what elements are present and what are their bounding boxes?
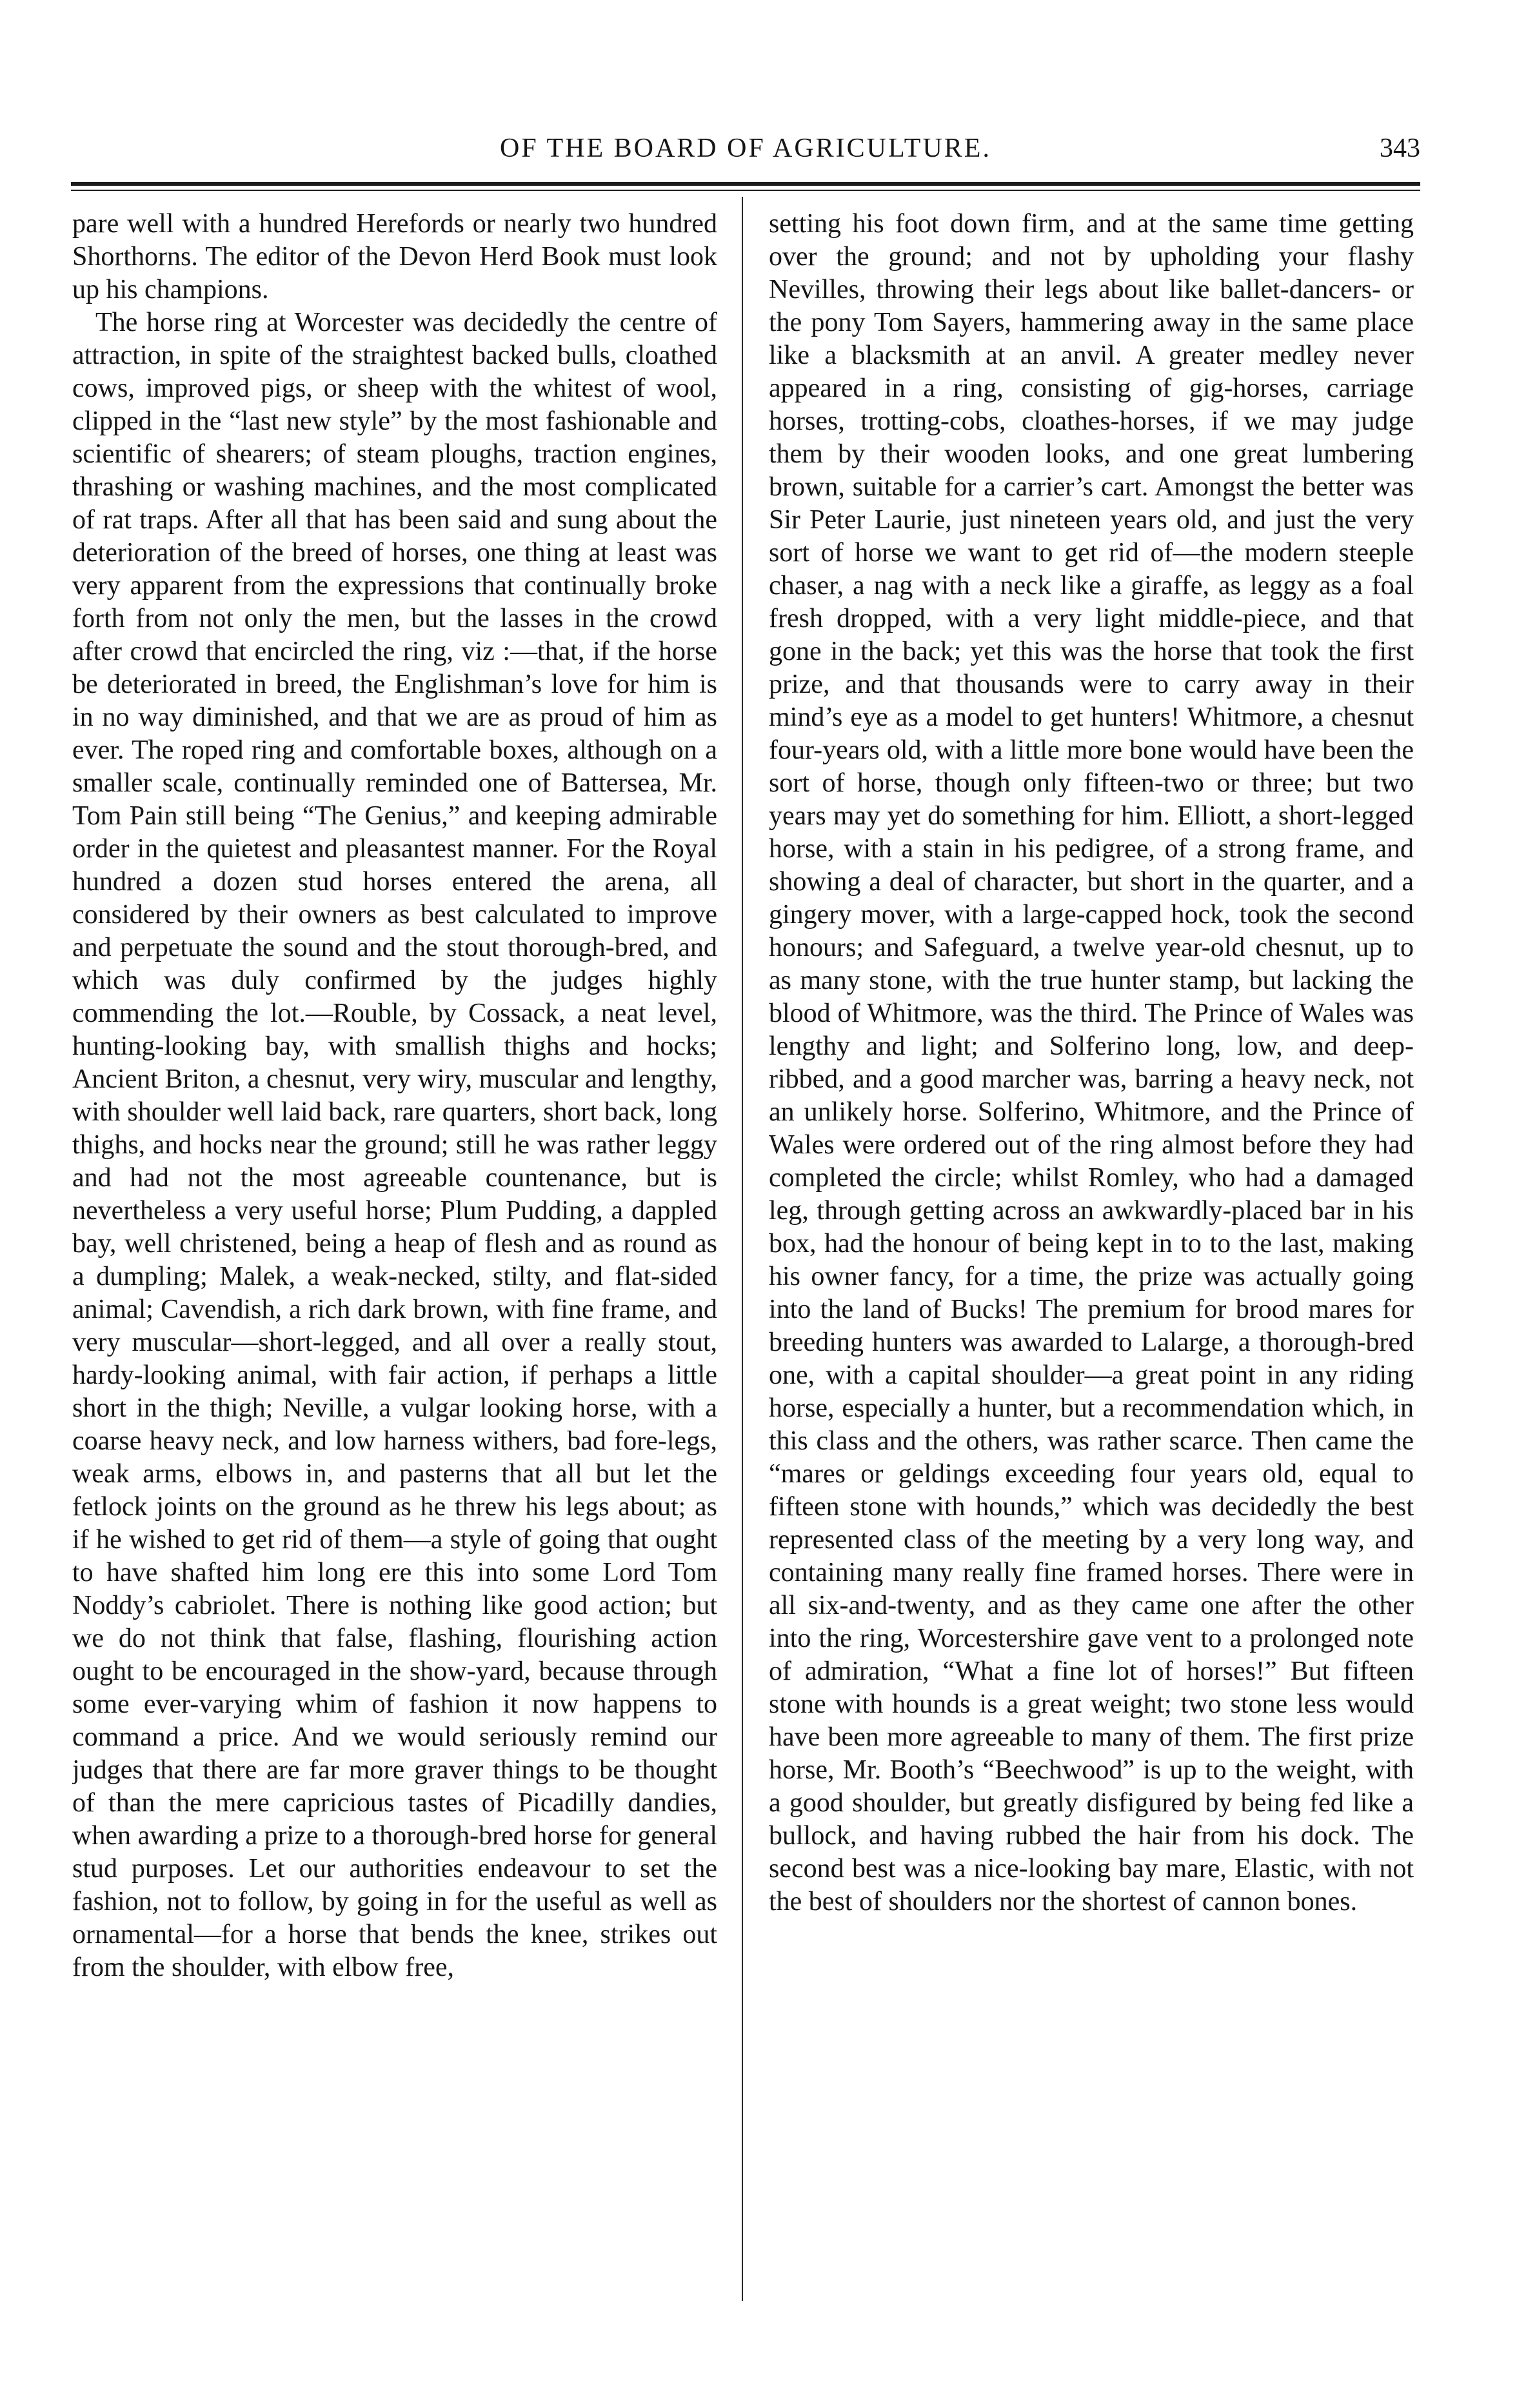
header-rule-thin [71, 190, 1420, 191]
running-header [71, 129, 1420, 174]
right-column [769, 208, 1414, 2298]
paragraph-continuation: pare well with a hundred Herefords or nearly two hundred Shorthorns. The editor of the Devon Herd Book must look up his champions. [72, 209, 717, 304]
paragraph-continuation-right: setting his foot down firm, and at the same time getting over the ground; and not by upholding your flashy Nevilles, throwing their legs about like ballet-dancers- or the pony Tom Sayers, hammering away in the same place like a blacksmith at an anvil. A greater medley never appeared in a ring, consisting of gig-horses, carriage horses, trotting-cobs, cloathes-horses, if we may judge them by their wooden looks, and one great lumbering brown, suitable for a carrier’s cart. Amongst the better was Sir Peter Laurie, just nineteen years old, and just the very sort of horse we want to get rid of—the modern steeple chaser, a nag with a neck like a giraffe, as leggy as a foal fresh dropped, with a very light middle-piece, and that gone in the back; yet this was the horse that took the first prize, and that thousands were to carry away in their mind’s eye as a model to get hunters! Whitmore, a chesnut four-years old, with a little more bone would have been the sort of horse, though only fifteen-two or three; but two years may yet do something for him. Elliott, a short-legged horse, with a stain in his pedigree, of a strong frame, and showing a deal of character, but short in the quarter, and a gingery mover, with a large-capped hock, took the second honours; and Safeguard, a twelve year-old chesnut, up to as many stone, with the true hunter stamp, but lacking the blood of Whitmore, was the third. The Prince of Wales was lengthy and light; and Solferino long, low, and deep-ribbed, and a good marcher was, barring a heavy neck, not an unlikely horse. Solferino, Whitmore, and the Prince of Wales were ordered out of the ring almost before they had completed the circle; whilst Romley, who had a damaged leg, through getting across an awkwardly-placed bar in his box, had the honour of being kept in to to the last, making his owner fancy, for a time, the prize was actually going into the land of Bucks! The premium for brood mares for breeding hunters was awarded to Lalarge, a thorough-bred one, with a capital shoulder—a great point in any riding horse, especially a hunter, but a recommendation which, in this class and the others, was rather scarce. Then came the “mares or geldings exceeding four years old, equal to fifteen stone with hounds,” which was decidedly the best represented class of the meeting by a very long way, and containing many really fine framed horses. There were in all six-and-twenty, and as they came one after the other into the ring, Worcestershire gave vent to a prolonged note of admiration, “What a fine lot of horses!” But fifteen stone with hounds is a great weight; two stone less would have been more agreeable to many of them. The first prize horse, Mr. Booth’s “Beechwood” is up to the weight, with a good shoulder, but greatly disfigured by being fed like a bullock, and having rubbed the hair from his dock. The second best was a nice-looking bay mare, Elastic, with not the best of shoulders nor the shortest of cannon bones. [769, 209, 1414, 1916]
column-divider [742, 197, 743, 2301]
header-rule-thick [71, 182, 1420, 186]
paragraph-horse-ring: The horse ring at Worcester was decidedly the centre of attraction, in spite of the straightest backed bulls, cloathed cows, improved pigs, or sheep with the whitest of wool, clipped in the “last new style” by the most fashionable and scientific of shearers; of steam ploughs, traction engines, thrashing or washing machines, and the most complicated of rat traps. After all that has been said and sung about the deterioration of the breed of horses, one thing at least was very apparent from the expressions that continually broke forth from not only the men, but the lasses in the crowd after crowd that encircled the ring, viz :—that, if the horse be deteriorated in breed, the Englishman’s love for him is in no way diminished, and that we are as proud of him as ever. The roped ring and comfortable boxes, although on a smaller scale, continually reminded one of Battersea, Mr. Tom Pain still being “The Genius,” and keeping admirable order in the quietest and pleasantest manner. For the Royal hundred a dozen stud horses entered the arena, all considered by their owners as best calculated to improve and perpetuate the sound and the stout thorough-bred, and which was duly confirmed by the judges highly commending the lot.—Rouble, by Cossack, a neat level, hunting-looking bay, with smallish thighs and hocks; Ancient Briton, a chesnut, very wiry, muscular and lengthy, with shoulder well laid back, rare quarters, short back, long thighs, and hocks near the ground; still he was rather leggy and had not the most agreeable countenance, but is nevertheless a very useful horse; Plum Pudding, a dappled bay, well christened, being a heap of flesh and as round as a dumpling; Malek, a weak-necked, stilty, and flat-sided animal; Cavendish, a rich dark brown, with fine frame, and very muscular—short-legged, and all over a really stout, hardy-looking animal, with fair action, if perhaps a little short in the thigh; Neville, a vulgar looking horse, with a coarse heavy neck, and low harness withers, bad fore-legs, weak arms, elbows in, and pasterns that all but let the fetlock joints on the ground as he threw his legs about; as if he wished to get rid of them—a style of going that ought to have shafted him long ere this into some Lord Tom Noddy’s cabriolet. There is nothing like good action; but we do not think that false, flashing, flourishing action ought to be encouraged in the show-yard, because through some ever-varying whim of fashion it now happens to command a price. And we would seriously remind our judges that there are far more graver things to be thought of than the mere capricious tastes of Picadilly dandies, when awarding a prize to a thorough-bred horse for general stud purposes. Let our authorities endeavour to set the fashion, not to follow, by going in for the useful as well as ornamental—for a horse that bends the knee, strikes out from the shoulder, with elbow free, [72, 308, 717, 1982]
header-title: OF THE BOARD OF AGRICULTURE. [500, 134, 991, 163]
left-column [72, 208, 717, 2298]
page-number: 343 [1380, 134, 1420, 163]
